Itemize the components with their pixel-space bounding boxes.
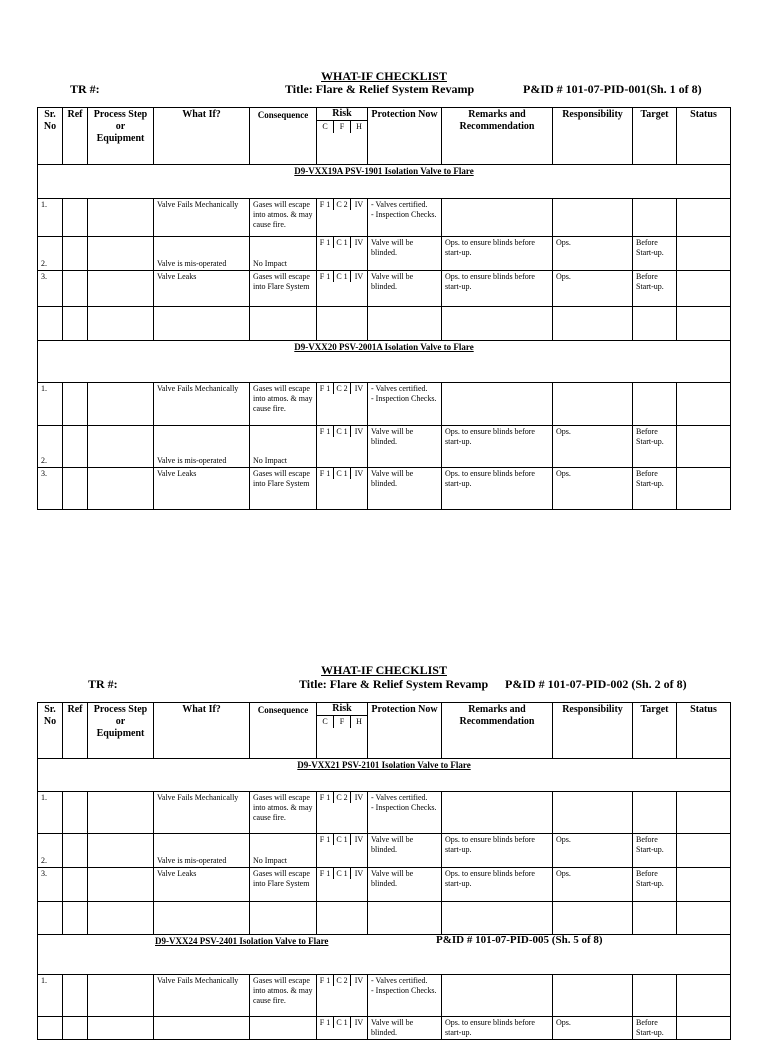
pid-number-extra: P&ID # 101-07-PID-005 (Sh. 5 of 8): [436, 934, 603, 946]
col-process: Process Step or Equipment: [88, 108, 154, 165]
checklist-table: [37, 107, 731, 510]
col-responsibility: Responsibility: [553, 108, 633, 165]
table-row: 2. Valve is mis-operated No Impact F 1 C 1 IV Valve will be blinded. Ops. to ensure blinds before start-up. Ops. Before Start-up.: [38, 426, 731, 468]
table-row: [38, 902, 731, 935]
table-row: 3. Valve Leaks Gases will escape into Flare System F 1 C 1 IV Valve will be blinded. Ops. to ensure blinds before start-up. Ops. Before Start-up.: [38, 868, 731, 902]
col-consequence: Consequence: [250, 703, 317, 759]
table-row: 1. Valve Fails Mechanically Gases will escape into atmos. & may cause fire. F 1 C 2 IV - Valves certified. - Inspection Checks.: [38, 199, 731, 237]
title-main: WHAT-IF CHECKLIST: [321, 663, 447, 677]
col-consequence: Consequence: [250, 108, 317, 165]
table-row: F 1 C 1 IV Valve will be blinded. Ops. to ensure blinds before start-up. Ops. Before Start-up.: [38, 1017, 731, 1040]
col-ref: Ref: [63, 703, 88, 759]
subtitle: Title: Flare & Relief System Revamp: [299, 677, 489, 691]
col-remarks: Remarks and Recommendation: [442, 108, 553, 165]
table-row: 2. Valve is mis-operated No Impact F 1 C 1 IV Valve will be blinded. Ops. to ensure blinds before start-up. Ops. Before Start-up.: [38, 237, 731, 271]
col-status: Status: [677, 703, 731, 759]
col-risk: Risk C F H: [317, 703, 368, 759]
tr-label: TR #:: [70, 82, 100, 96]
table-row: 3. Valve Leaks Gases will escape into Flare System F 1 C 1 IV Valve will be blinded. Ops. to ensure blinds before start-up. Ops. Before Start-up.: [38, 271, 731, 307]
section-row: [38, 935, 731, 975]
col-whatif: What If?: [154, 108, 250, 165]
checklist-table: [37, 702, 731, 1040]
col-whatif: What If?: [154, 703, 250, 759]
table-row: 1. Valve Fails Mechanically Gases will escape into atmos. & may cause fire. F 1 C 2 IV - Valves certified. - Inspection Checks.: [38, 975, 731, 1017]
col-ref: Ref: [63, 108, 88, 165]
col-sr: Sr. No: [38, 703, 63, 759]
table-row: 3. Valve Leaks Gases will escape into Flare System F 1 C 1 IV Valve will be blinded. Ops. to ensure blinds before start-up. Ops. Before Start-up.: [38, 468, 731, 510]
col-target: Target: [633, 108, 677, 165]
table-row: 1. Valve Fails Mechanically Gases will escape into atmos. & may cause fire. F 1 C 2 IV - Valves certified. - Inspection Checks.: [38, 383, 731, 426]
section-title: D9-VXX21 PSV-2101 Isolation Valve to Flare: [38, 759, 731, 792]
table-row: 2. Valve is mis-operated No Impact F 1 C 1 IV Valve will be blinded. Ops. to ensure blinds before start-up. Ops. Before Start-up.: [38, 834, 731, 868]
col-protection: Protection Now: [368, 703, 442, 759]
col-target: Target: [633, 703, 677, 759]
pid-number: P&ID # 101-07-PID-001(Sh. 1 of 8): [523, 82, 702, 96]
section-title: D9-VXX19A PSV-1901 Isolation Valve to Flare: [38, 165, 731, 199]
table-row: 1. Valve Fails Mechanically Gases will escape into atmos. & may cause fire. F 1 C 2 IV - Valves certified. - Inspection Checks.: [38, 792, 731, 834]
col-protection: Protection Now: [368, 108, 442, 165]
title-main: WHAT-IF CHECKLIST: [321, 69, 447, 83]
pid-number: P&ID # 101-07-PID-002 (Sh. 2 of 8): [505, 677, 687, 691]
col-responsibility: Responsibility: [553, 703, 633, 759]
col-sr: Sr. No: [38, 108, 63, 165]
col-risk: Risk C F H: [317, 108, 368, 165]
col-status: Status: [677, 108, 731, 165]
section-title: D9-VXX24 PSV-2401 Isolation Valve to Flare: [155, 936, 329, 946]
table-row: [38, 307, 731, 341]
subtitle: Title: Flare & Relief System Revamp: [285, 82, 475, 96]
section-title: D9-VXX20 PSV-2001A Isolation Valve to Flare: [38, 341, 731, 383]
col-process: Process Step or Equipment: [88, 703, 154, 759]
col-remarks: Remarks and Recommendation: [442, 703, 553, 759]
tr-label: TR #:: [88, 677, 118, 691]
